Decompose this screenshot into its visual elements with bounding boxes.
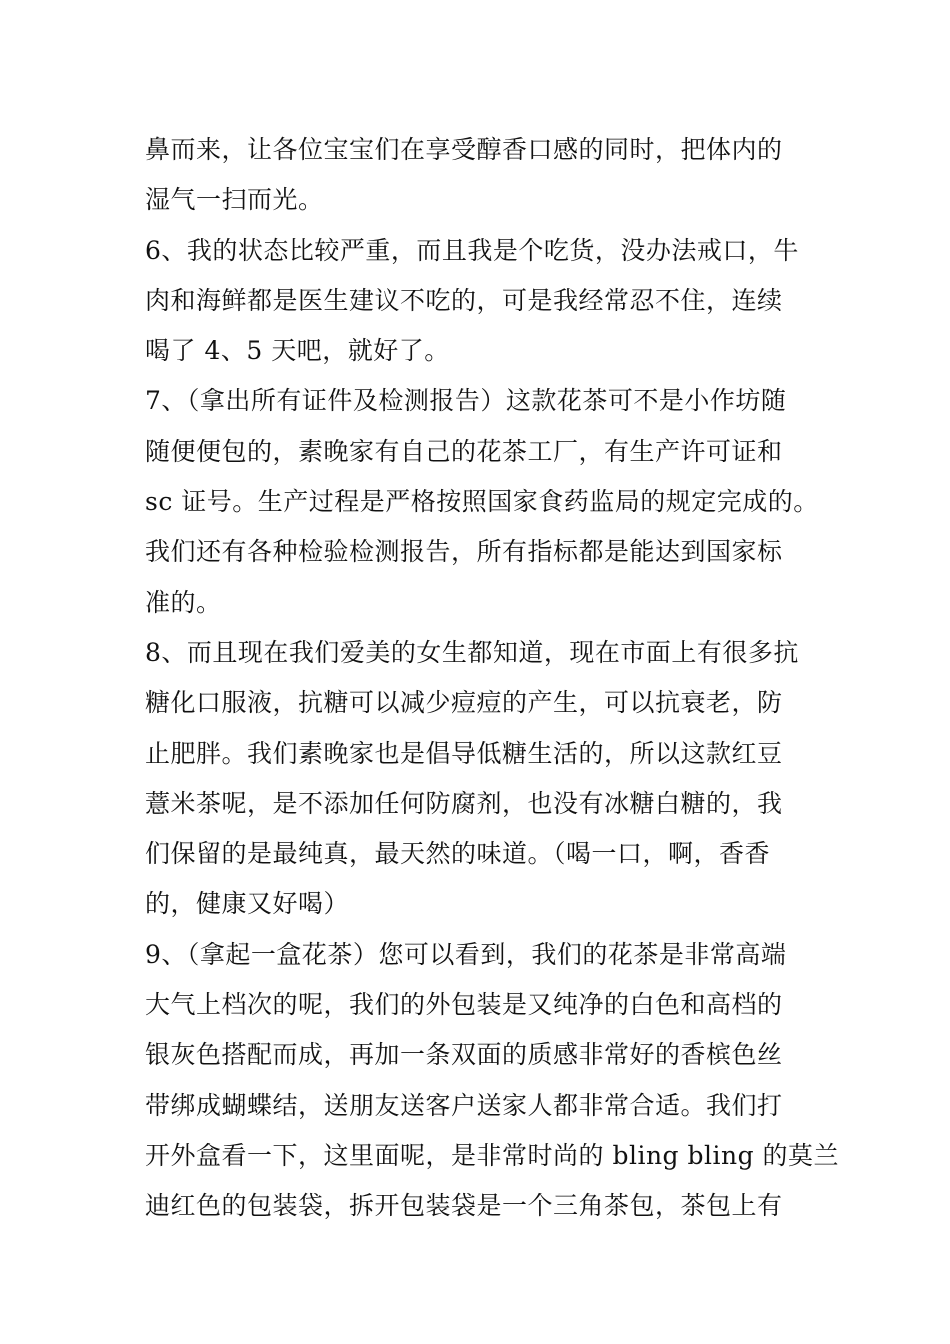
- body-text: [145, 128, 840, 1235]
- text-line: 大气上档次的呢，我们的外包装是又纯净的白色和高档的: [145, 990, 783, 1020]
- text-line: 6、我的状态比较严重，而且我是个吃货，没办法戒口，牛: [145, 235, 799, 265]
- text-line: 9、（拿起一盒花茶）您可以看到，我们的花茶是非常高端: [145, 939, 787, 969]
- text-line: 迪红色的包装袋，拆开包装袋是一个三角茶包，茶包上有: [145, 1191, 783, 1221]
- text-line: 7、（拿出所有证件及检测报告）这款花茶可不是小作坊随: [145, 386, 787, 416]
- text-line: 鼻而来，让各位宝宝们在享受醇香口感的同时，把体内的: [145, 135, 783, 164]
- text-line: 8、而且现在我们爱美的女生都知道，现在市面上有很多抗: [145, 637, 799, 667]
- text-line: 准的。: [145, 587, 222, 617]
- text-line: 糖化口服液，抗糖可以减少痘痘的产生，可以抗衰老，防: [145, 688, 783, 718]
- text-line: 喝了 4、5 天吧，就好了。: [145, 336, 450, 366]
- text-line: 薏米茶呢，是不添加任何防腐剂，也没有冰糖白糖的，我: [145, 788, 783, 818]
- text-line: 止肥胖。我们素晚家也是倡导低糖生活的，所以这款红豆: [145, 738, 783, 768]
- text-line: 开外盒看一下，这里面呢，是非常时尚的 bling bling 的莫兰: [145, 1140, 840, 1170]
- text-line: 随便便包的，素晚家有自己的花茶工厂，有生产许可证和: [145, 436, 783, 466]
- text-line: 湿气一扫而光。: [145, 185, 324, 215]
- text-line: 肉和海鲜都是医生建议不吃的，可是我经常忍不住，连续: [145, 285, 783, 315]
- text-line: 们保留的是最纯真，最天然的味道。（喝一口，啊，香香: [145, 839, 771, 869]
- text-line: 我们还有各种检验检测报告，所有指标都是能达到国家标: [145, 537, 783, 567]
- text-line: sc 证号。生产过程是严格按照国家食药监局的规定完成的。: [145, 487, 819, 517]
- text-line: 银灰色搭配而成，再加一条双面的质感非常好的香槟色丝: [145, 1040, 783, 1070]
- text-line: 带绑成蝴蝶结，送朋友送客户送家人都非常合适。我们打: [145, 1090, 783, 1120]
- text-line: 的，健康又好喝）: [145, 889, 350, 919]
